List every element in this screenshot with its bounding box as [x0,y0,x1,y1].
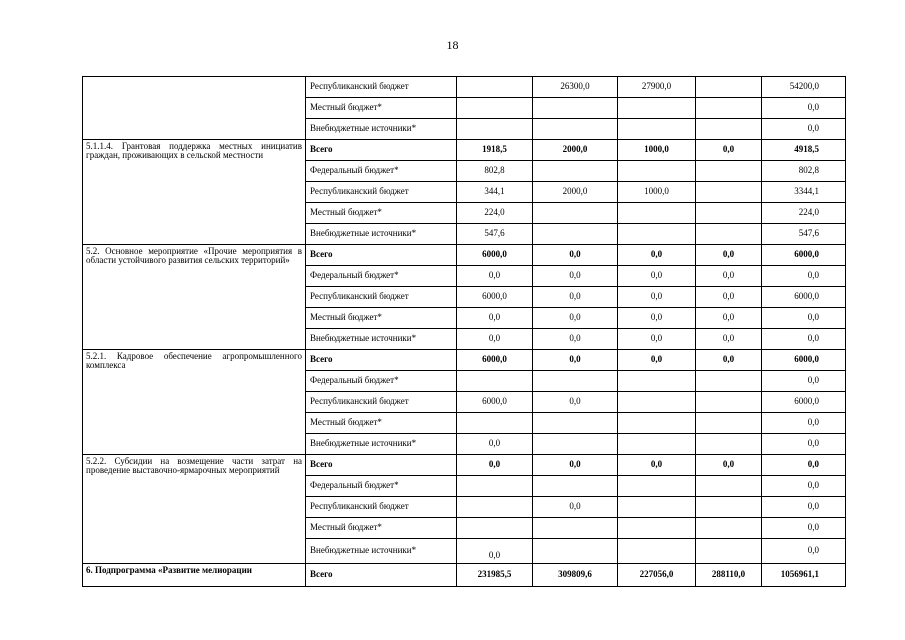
year-value [533,371,618,392]
year-value: 0,0 [618,245,696,266]
year-value: 227056,0 [618,564,696,587]
year-value [696,413,762,434]
funding-source: Внебюджетные источники* [306,329,457,350]
year-value: 0,0 [696,266,762,287]
year-value: 0,0 [618,308,696,329]
total-value: 802,8 [762,161,846,182]
activity-name: 5.2.2. Субсидии на возмещение части затрат на проведение выставочно-ярмарочных мероприятий [83,455,306,564]
total-value: 6000,0 [762,392,846,413]
funding-source: Внебюджетные источники* [306,119,457,140]
activity-name: 5.2. Основное мероприятие «Прочие мероприятия в области устойчивого развития сельских территорий» [83,245,306,350]
total-value: 6000,0 [762,245,846,266]
year-value: 0,0 [457,539,533,564]
total-value: 224,0 [762,203,846,224]
year-value [533,518,618,539]
year-value [696,224,762,245]
table-row [83,350,846,371]
year-value: 0,0 [618,266,696,287]
funding-source: Внебюджетные источники* [306,539,457,564]
budget-table-body [83,77,846,587]
funding-source: Всего [306,245,457,266]
total-value: 0,0 [762,434,846,455]
year-value: 0,0 [533,329,618,350]
total-value: 0,0 [762,308,846,329]
activity-name [83,77,306,140]
year-value: 6000,0 [457,350,533,371]
year-value: 231985,5 [457,564,533,587]
year-value [618,161,696,182]
year-value: 288110,0 [696,564,762,587]
year-value: 0,0 [457,434,533,455]
total-value: 0,0 [762,497,846,518]
year-value: 224,0 [457,203,533,224]
funding-source: Всего [306,140,457,161]
table-row [83,455,846,476]
year-value [618,371,696,392]
budget-table [82,76,846,587]
year-value: 0,0 [696,455,762,476]
total-value: 0,0 [762,371,846,392]
year-value: 1000,0 [618,140,696,161]
year-value: 0,0 [533,266,618,287]
year-value [618,392,696,413]
table-row [83,140,846,161]
year-value: 0,0 [457,266,533,287]
total-value: 0,0 [762,518,846,539]
year-value: 0,0 [618,350,696,371]
year-value [618,203,696,224]
year-value: 547,6 [457,224,533,245]
funding-source: Всего [306,455,457,476]
year-value: 26300,0 [533,77,618,98]
year-value [618,518,696,539]
funding-source: Федеральный бюджет* [306,161,457,182]
year-value [533,119,618,140]
total-value: 0,0 [762,119,846,140]
year-value [696,182,762,203]
funding-source: Федеральный бюджет* [306,266,457,287]
total-value: 0,0 [762,455,846,476]
funding-source: Местный бюджет* [306,308,457,329]
year-value: 0,0 [696,140,762,161]
year-value [696,497,762,518]
year-value: 802,8 [457,161,533,182]
table-row [83,245,846,266]
year-value [696,539,762,564]
funding-source: Внебюджетные источники* [306,224,457,245]
year-value [457,518,533,539]
year-value [457,476,533,497]
year-value [696,392,762,413]
year-value [696,77,762,98]
year-value: 6000,0 [457,287,533,308]
year-value: 0,0 [533,497,618,518]
year-value: 0,0 [696,245,762,266]
year-value [618,539,696,564]
year-value [618,497,696,518]
year-value [618,224,696,245]
year-value [618,434,696,455]
year-value: 0,0 [618,455,696,476]
total-value: 547,6 [762,224,846,245]
year-value [533,203,618,224]
year-value: 1000,0 [618,182,696,203]
year-value: 344,1 [457,182,533,203]
year-value [533,161,618,182]
total-value: 0,0 [762,476,846,497]
year-value: 309809,6 [533,564,618,587]
funding-source: Республиканский бюджет [306,77,457,98]
funding-source: Республиканский бюджет [306,182,457,203]
year-value: 0,0 [618,287,696,308]
funding-source: Федеральный бюджет* [306,371,457,392]
year-value [533,224,618,245]
year-value [457,77,533,98]
year-value: 0,0 [696,350,762,371]
total-value: 3344,1 [762,182,846,203]
year-value: 1918,5 [457,140,533,161]
year-value: 0,0 [457,308,533,329]
year-value [696,518,762,539]
year-value: 0,0 [533,245,618,266]
total-value: 6000,0 [762,350,846,371]
year-value: 0,0 [696,329,762,350]
year-value: 27900,0 [618,77,696,98]
total-value: 0,0 [762,539,846,564]
year-value: 0,0 [696,287,762,308]
year-value [618,413,696,434]
year-value [618,119,696,140]
year-value [696,371,762,392]
activity-name: 5.2.1. Кадровое обеспечение агропромышленного комплекса [83,350,306,455]
funding-source: Республиканский бюджет [306,392,457,413]
year-value [696,434,762,455]
funding-source: Местный бюджет* [306,413,457,434]
total-value: 4918,5 [762,140,846,161]
funding-source: Республиканский бюджет [306,497,457,518]
year-value [533,539,618,564]
activity-name: 6. Подпрограмма «Развитие мелиорации [83,564,306,587]
year-value [618,476,696,497]
year-value [457,497,533,518]
total-value: 6000,0 [762,287,846,308]
year-value: 2000,0 [533,182,618,203]
year-value [457,413,533,434]
year-value [457,98,533,119]
funding-source: Всего [306,564,457,587]
year-value: 6000,0 [457,245,533,266]
activity-name: 5.1.1.4. Грантовая поддержка местных инициатив граждан, проживающих в сельской местности [83,140,306,245]
year-value [696,476,762,497]
year-value: 0,0 [696,308,762,329]
year-value: 0,0 [533,287,618,308]
year-value: 0,0 [457,329,533,350]
year-value [457,371,533,392]
funding-source: Республиканский бюджет [306,287,457,308]
funding-source: Внебюджетные источники* [306,434,457,455]
year-value: 2000,0 [533,140,618,161]
year-value: 0,0 [533,392,618,413]
year-value [618,98,696,119]
funding-source: Местный бюджет* [306,518,457,539]
year-value: 0,0 [457,455,533,476]
year-value: 0,0 [533,455,618,476]
funding-source: Местный бюджет* [306,203,457,224]
total-value: 1056961,1 [762,564,846,587]
year-value [696,119,762,140]
page-number: 18 [446,38,459,52]
year-value [696,98,762,119]
year-value: 0,0 [618,329,696,350]
table-row [83,77,846,98]
total-value: 0,0 [762,98,846,119]
year-value [533,413,618,434]
total-value: 0,0 [762,413,846,434]
funding-source: Местный бюджет* [306,98,457,119]
year-value [533,434,618,455]
year-value [696,203,762,224]
year-value [457,119,533,140]
year-value: 6000,0 [457,392,533,413]
total-value: 0,0 [762,329,846,350]
funding-source: Всего [306,350,457,371]
year-value: 0,0 [533,308,618,329]
table-row [83,564,846,587]
total-value: 54200,0 [762,77,846,98]
year-value [533,98,618,119]
year-value [533,476,618,497]
year-value [696,161,762,182]
total-value: 0,0 [762,266,846,287]
year-value: 0,0 [533,350,618,371]
funding-source: Федеральный бюджет* [306,476,457,497]
